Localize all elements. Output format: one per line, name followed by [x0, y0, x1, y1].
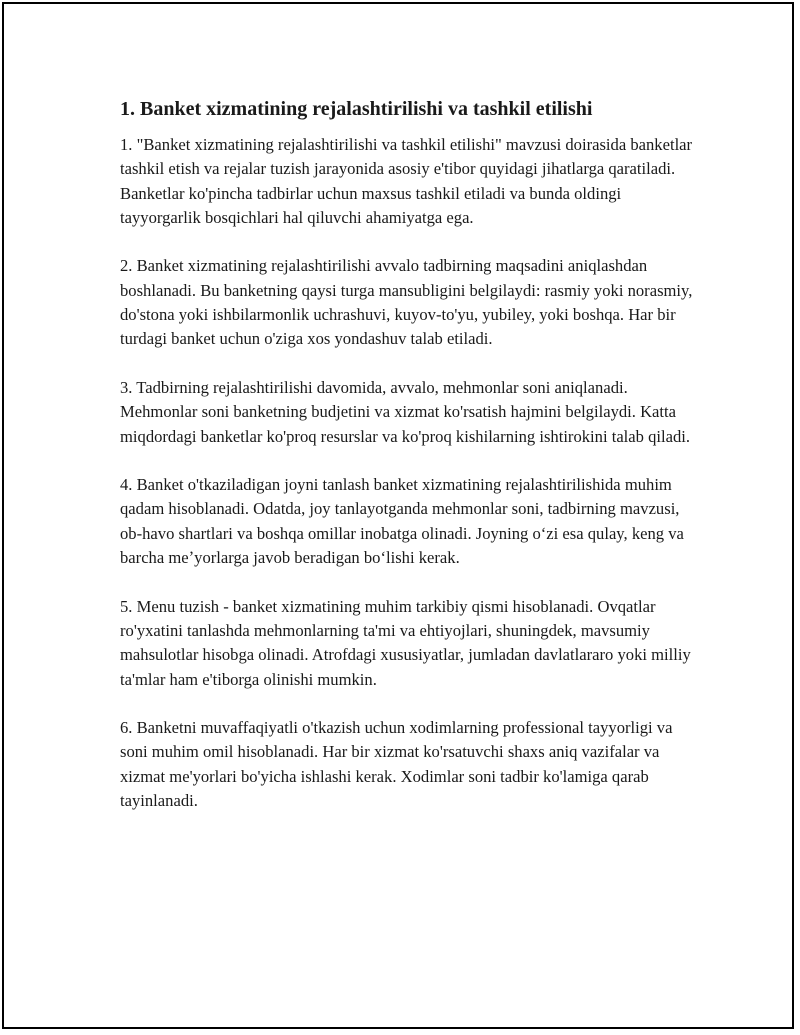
paragraph-2: 2. Banket xizmatining rejalashtirilishi avvalo tadbirning maqsadini aniqlashdan boshlanadi. Bu banketning qaysi turga mansubligini belgilaydi: rasmiy yoki norasmiy, do'stona yoki ishbilarmonlik uchrashuvi, kuyov-to'yu, yubiley, yoki boshqa. Har bir turdagi banket uchun o'ziga xos yondashuv talab etiladi.	[120, 256, 693, 349]
paragraph-6: 6. Banketni muvaffaqiyatli o'tkazish uchun xodimlarning professional tayyorligi va soni muhim omil hisoblanadi. Har bir xizmat ko'rsatuvchi shaxs aniq vazifalar va xizmat me'yorlari bo'yicha ishlashi kerak. Xodimlar soni tadbir ko'lamiga qarab tayinlanadi.	[120, 718, 673, 811]
paragraph-4: 4. Banket o'tkaziladigan joyni tanlash banket xizmatining rejalashtirilishida muhim qadam hisoblanadi. Odatda, joy tanlayotganda mehmonlar soni, tadbirning mavzusi, ob-havo shartlari va boshqa omillar inobatga olinadi. Joyning oʻzi esa qulay, keng va barcha meʼyorlarga javob beradigan boʻlishi kerak.	[120, 475, 684, 568]
paragraph-3: 3. Tadbirning rejalashtirilishi davomida, avvalo, mehmonlar soni aniqlanadi. Mehmonlar soni banketning budjetini va xizmat ko'rsatish hajmini belgilaydi. Katta miqdordagi banketlar ko'proq resurslar va ko'proq kishilarning ishtirokini talab qiladi.	[120, 377, 691, 446]
paragraph-1: 1. "Banket xizmatining rejalashtirilishi va tashkil etilishi" mavzusi doirasida banketlar tashkil etish va rejalar tuzish jarayonida asosiy e'tibor quyidagi jihatlarga qaratiladi. Banketlar ko'pincha tadbirlar uchun maxsus tashkil etiladi va bunda oldingi tayyorgarlik bosqichlari hal qiluvchi ahamiyatga ega.	[120, 135, 693, 227]
document-title: 1. Banket xizmatining rejalashtirilishi va tashkil etilishi	[120, 98, 593, 120]
document-body	[120, 96, 695, 838]
paragraph-5: 5. Menu tuzish - banket xizmatining muhim tarkibiy qismi hisoblanadi. Ovqatlar ro'yxatini tanlashda mehmonlarning ta'mi va ehtiyojlari, shuningdek, mavsumiy mahsulotlar hisobga olinadi. Atrofdagi xususiyatlar, jumladan davlatlararo yoki milliy ta'mlar ham e'tiborga olinishi mumkin.	[120, 596, 691, 689]
page-frame	[2, 2, 794, 1029]
